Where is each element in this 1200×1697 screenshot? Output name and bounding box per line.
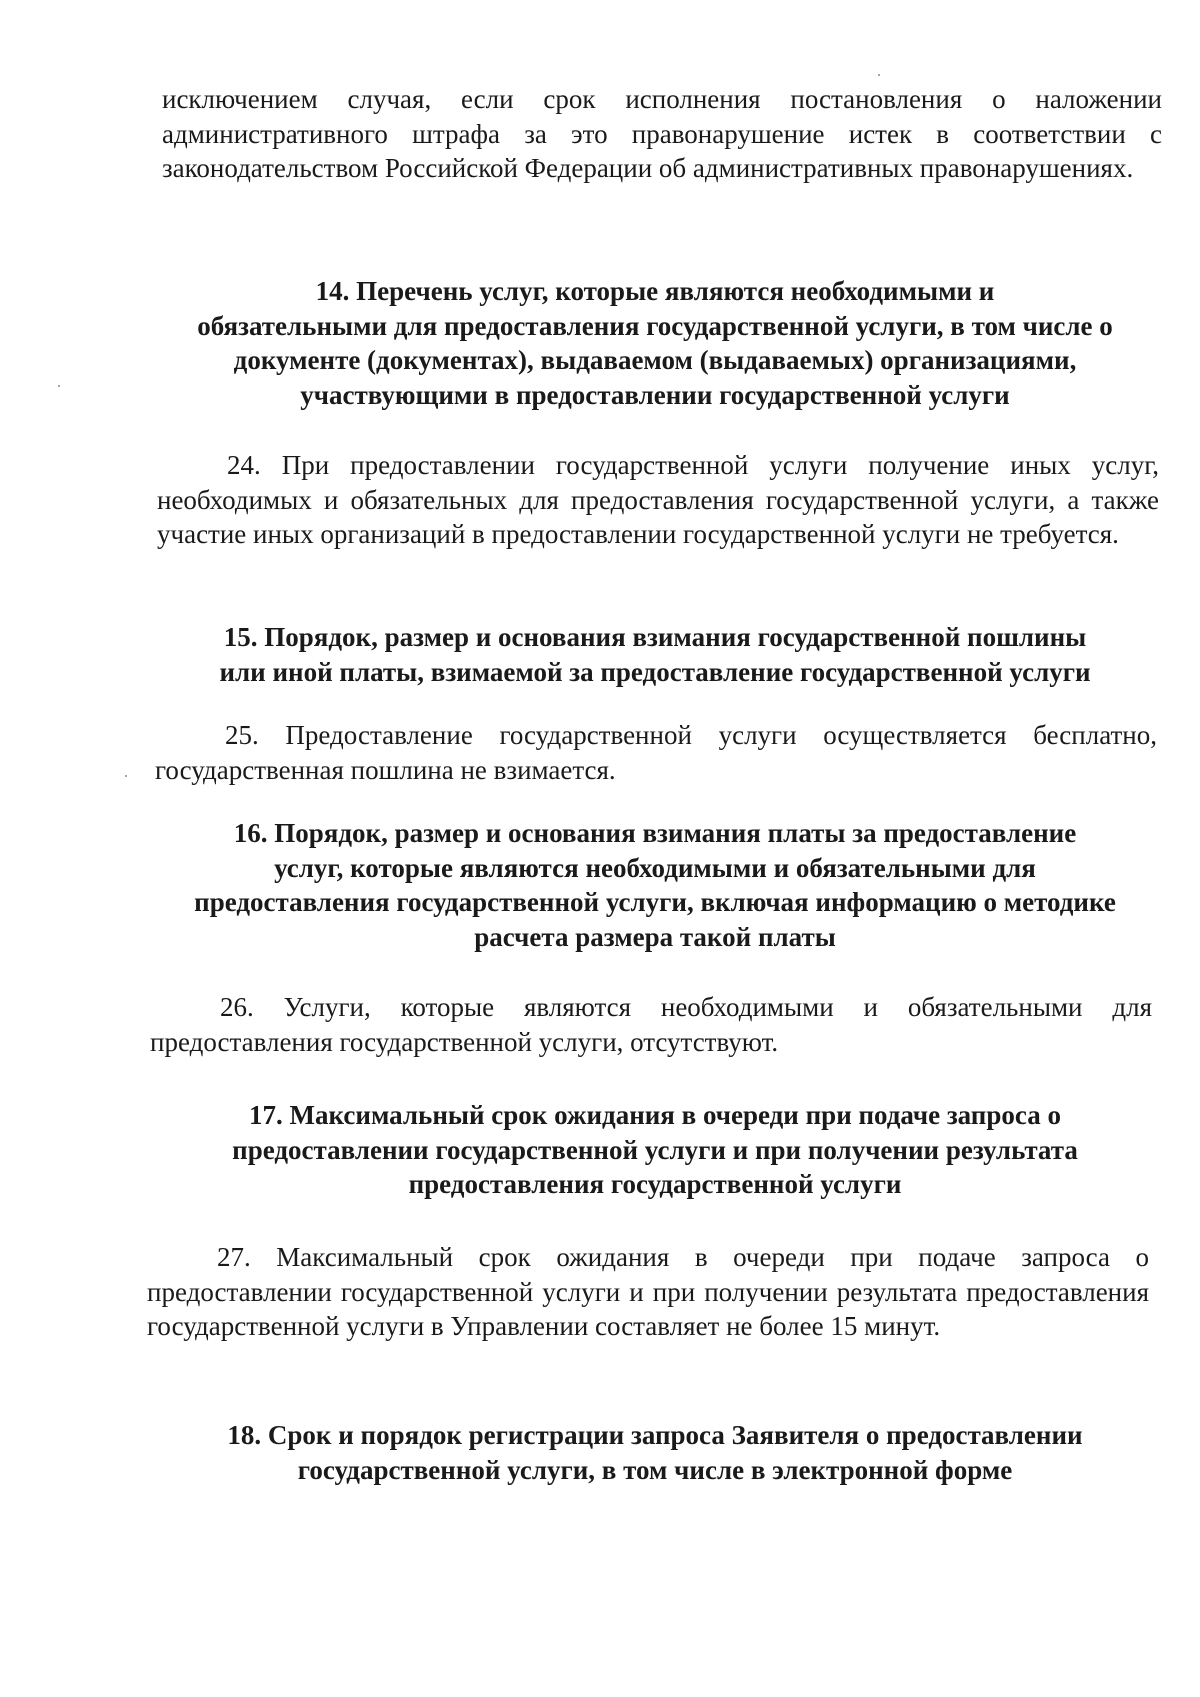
scan-speck — [58, 385, 60, 387]
paragraph-25-block — [155, 718, 1157, 787]
heading-line: или иной платы, взимаемой за предоставление государственной услуги — [219, 656, 1091, 687]
intro-paragraph-block — [162, 82, 1162, 186]
paragraph-27-block — [147, 1240, 1149, 1344]
heading-line: 17. Максимальный срок ожидания в очереди при подаче запроса о — [249, 1100, 1061, 1130]
section-17-heading-block — [150, 1098, 1160, 1202]
intro-paragraph: исключением случая, если срок исполнения постановления о наложении административного штрафа за это правонарушение истек в соответствии с законодательством Российской Федерации об административных правонарушениях. — [162, 84, 1162, 183]
section-16-heading-block — [150, 816, 1160, 954]
heading-line: документе (документах), выдаваемом (выдаваемых) организациями, — [233, 345, 1077, 375]
heading-line: 18. Срок и порядок регистрации запроса Заявителя о предоставлении — [227, 1420, 1083, 1450]
heading-line: расчета размера такой платы — [474, 921, 836, 952]
section-18-heading — [150, 1418, 1160, 1487]
section-15-heading-block — [150, 620, 1160, 689]
heading-line: 15. Порядок, размер и основания взимания государственной пошлины — [223, 622, 1087, 652]
heading-line: предоставления государственной услуги — [408, 1169, 902, 1199]
heading-line: предоставлении государственной услуги и при получении результата — [232, 1134, 1078, 1165]
scan-speck — [878, 74, 880, 76]
section-14-heading-block — [150, 274, 1160, 412]
section-16-heading — [150, 816, 1160, 954]
section-15-heading — [150, 620, 1160, 689]
paragraph-24-block — [157, 448, 1159, 552]
heading-line: участвующими в предоставлении государственной услуги — [300, 379, 1010, 410]
heading-line: обязательными для предоставления государственной услуги, в том числе о — [197, 310, 1113, 341]
paragraph-26: 26. Услуги, которые являются необходимыми и обязательными для предоставления государственной услуги, отсутствуют. — [150, 992, 1152, 1057]
scan-speck — [125, 775, 127, 777]
paragraph-25: 25. Предоставление государственной услуги осуществляется бесплатно, государственная пошлина не взимается. — [155, 720, 1157, 785]
heading-line: 14. Перечень услуг, которые являются необходимыми и — [315, 276, 995, 306]
heading-line: предоставления государственной услуги, включая информацию о методике — [194, 887, 1116, 917]
section-18-heading-block — [150, 1418, 1160, 1487]
heading-line: услуг, которые являются необходимыми и обязательными для — [274, 852, 1036, 883]
section-17-heading — [150, 1098, 1160, 1202]
paragraph-24: 24. При предоставлении государственной услуги получение иных услуг, необходимых и обязательных для предоставления государственной услуги, а также участие иных организаций в предоставлении государственной услуги не требуется. — [157, 450, 1159, 549]
heading-line: 16. Порядок, размер и основания взимания платы за предоставление — [233, 818, 1077, 848]
heading-line: государственной услуги, в том числе в электронной форме — [297, 1454, 1013, 1485]
paragraph-27: 27. Максимальный срок ожидания в очереди при подаче запроса о предоставлении государственной услуги и при получении результата предоставления государственной услуги в Управлении составляет не более 15 минут. — [147, 1242, 1149, 1341]
paragraph-26-block — [150, 990, 1152, 1059]
section-14-heading — [150, 274, 1160, 412]
